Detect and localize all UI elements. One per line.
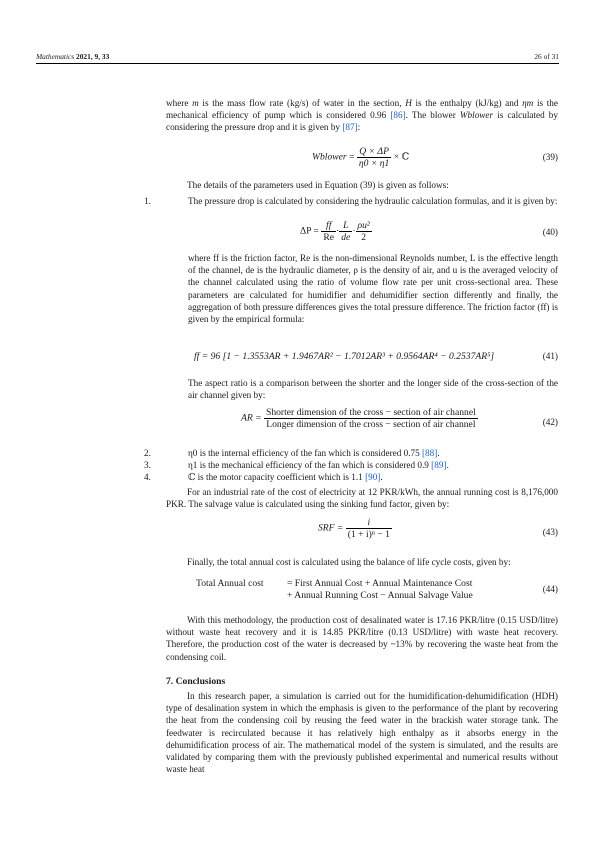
equation-number: (44) bbox=[542, 584, 558, 594]
equation-41: ff = 96 [1 − 1.3553AR + 1.9467AR² − 1.7012AR³ + 0.9564AR⁴ − 0.2537AR⁵] bbox=[194, 351, 495, 362]
equation-42 bbox=[241, 407, 478, 430]
text: . The blower bbox=[405, 110, 460, 121]
eq-fraction bbox=[339, 220, 352, 243]
list-number: 3. bbox=[144, 460, 151, 470]
paragraph-conclusion: In this research paper, a simulation is carried out for the humidification-dehumidification (HDH) type of desalination system in which the emphasis is given to the performance of the plant by recovering the heat from the condensing coil by reusing the feed water in the brackish water storage tank. The feedwater is recirculated because it has relatively high enthalpy as it absorbs energy in the dehumidification process of air. The mathematical model of the system is simulated, and the results are validated by comparing them with the previously published experimental and numerical results without waste heat bbox=[166, 691, 558, 775]
numerator: L bbox=[339, 220, 352, 232]
paragraph-friction: where ff is the friction factor, Re is the non-dimensional Reynolds number, L is the effective length of the channel, de is the hydraulic diameter, ρ is the density of air, and u is the averaged velocity of the channel calculated using the ratio of volume flow rate per unit cross-sectional area. These parameters are calculated for humidifier and dehumidifier section differently and finally, the aggregation of both pressure differences gives the total pressure difference. The friction factor (ff) is given by the empirical formula: bbox=[188, 253, 558, 325]
equation-44-rhs bbox=[287, 578, 473, 602]
text: where bbox=[166, 98, 193, 108]
numerator: ρu² bbox=[357, 220, 370, 231]
symbol-wblower: Wblower bbox=[459, 110, 494, 121]
list-text: η0 is the internal efficiency of the fan which is considered 0.75 bbox=[188, 448, 422, 458]
list-text: The pressure drop is calculated by considering the hydraulic calculation formulas, and it is given by: bbox=[188, 196, 558, 206]
citation-link[interactable]: [89] bbox=[431, 460, 447, 470]
paragraph-cost: For an industrial rate of the cost of electricity at 12 PKR/kWh, the annual running cost is 8,176,000 PKR. The salvage value is calculated using the sinking fund factor, given by: bbox=[166, 487, 558, 510]
journal-name: Mathematics bbox=[36, 52, 75, 61]
equation-number: (41) bbox=[542, 351, 558, 361]
list-item bbox=[144, 195, 558, 207]
list-item bbox=[144, 447, 558, 459]
list-text: ℂ is the motor capacity coefficient which is 1.1 bbox=[188, 472, 366, 482]
text: is the mass flow rate (kg/s) of water in the section, bbox=[198, 98, 406, 108]
citation-link[interactable]: [86] bbox=[390, 110, 406, 121]
eq-tail: × ℂ bbox=[393, 151, 410, 163]
list-item bbox=[144, 471, 558, 483]
numerator: ff bbox=[321, 220, 336, 232]
paragraph-method: With this methodology, the production cost of desalinated water is 17.16 PKR/litre (0.15 USD/litre) without waste heat recovery and it is 14.85 PKR/litre (0.13 USD/litre) with waste heat recovery. Therefore, the production cost of the water is decreased by ~13% by recovering the waste heat from the condensing coil. bbox=[166, 615, 558, 662]
citation-link[interactable]: [87] bbox=[342, 122, 358, 133]
section-title: 7. Conclusions bbox=[166, 676, 226, 687]
numerator: Shorter dimension of the cross − section of air channel bbox=[266, 407, 476, 418]
eq-lhs: Wblower bbox=[312, 151, 347, 163]
list-number: 2. bbox=[144, 448, 151, 458]
symbol-eta-m: ηm bbox=[522, 98, 534, 108]
equation-43 bbox=[318, 517, 392, 540]
paragraph-intro bbox=[166, 97, 558, 134]
list-item bbox=[144, 459, 558, 471]
journal-volume: 2021, 9, 33 bbox=[74, 52, 110, 61]
eq-lhs: ΔP = bbox=[300, 225, 319, 237]
denominator: Longer dimension of the cross − section of air channel bbox=[266, 419, 476, 430]
denominator: η0 × η1 bbox=[358, 158, 390, 169]
eq-lhs: Total Annual cost bbox=[196, 578, 264, 589]
equation-number: (42) bbox=[542, 417, 558, 427]
equation-number: (39) bbox=[542, 152, 558, 162]
page-number: 26 of 31 bbox=[534, 52, 559, 61]
list-text: η1 is the mechanical efficiency of the fan which is considered 0.9 bbox=[188, 460, 432, 470]
denominator: 2 bbox=[361, 232, 367, 243]
text: . bbox=[437, 448, 440, 458]
denominator: Re bbox=[323, 232, 335, 243]
eq-fraction bbox=[321, 220, 336, 243]
eq-lhs: SRF = bbox=[318, 522, 344, 534]
text: . bbox=[380, 472, 383, 482]
text: : bbox=[357, 122, 361, 133]
text: is the mechanical efficiency of pump which is considered 0.96 bbox=[166, 98, 558, 121]
list-number: 1. bbox=[144, 196, 151, 206]
eq-line: + Annual Running Cost − Annual Salvage Value bbox=[287, 590, 473, 601]
eq-fraction bbox=[264, 407, 478, 430]
numerator: i bbox=[346, 517, 392, 529]
text: . bbox=[446, 460, 449, 470]
equation-number: (40) bbox=[542, 227, 558, 237]
eq-fraction bbox=[357, 146, 391, 169]
eq-fraction bbox=[346, 517, 392, 540]
symbol-m: m bbox=[192, 98, 199, 108]
equation-number: (43) bbox=[542, 527, 558, 537]
equation-39: Wblower = $\frac{Q \times \Delta P}{\eta 0 \times \eta 1}$ × ℂ bbox=[312, 146, 410, 169]
denominator: (1 + i)ⁿ − 1 bbox=[347, 529, 390, 540]
denominator: de bbox=[341, 232, 351, 243]
equation-44 bbox=[196, 578, 264, 590]
text: is calculated by considering the pressure drop and it is given by bbox=[166, 110, 558, 133]
paragraph-aspect: The aspect ratio is a comparison between the shorter and the longer side of the cross-section of the air channel given by: bbox=[188, 378, 558, 401]
eq-line: = First Annual Cost + Annual Maintenance Cost bbox=[287, 578, 473, 589]
text: is the enthalpy (kJ/kg) and bbox=[411, 98, 523, 108]
eq-lhs: AR = bbox=[241, 412, 262, 424]
citation-link[interactable]: [88] bbox=[422, 448, 438, 458]
citation-link[interactable]: [90] bbox=[365, 472, 381, 482]
symbol-h: H bbox=[405, 98, 412, 108]
list-number: 4. bbox=[144, 472, 151, 482]
paragraph-details: The details of the parameters used in Equation (39) is given as follows: bbox=[187, 180, 449, 190]
equation-40: ΔP = $\frac{ff}{Re}$ · $\frac{L}{de}$ · $\frac{\text{ρu²}}{2}$ bbox=[300, 220, 370, 243]
paragraph-total: Finally, the total annual cost is calculated using the balance of life cycle costs, given by: bbox=[187, 557, 511, 567]
running-header-journal bbox=[36, 52, 109, 61]
eq-fraction bbox=[356, 220, 372, 243]
numerator: Q × ΔP bbox=[357, 146, 391, 158]
header-rule bbox=[36, 63, 559, 64]
